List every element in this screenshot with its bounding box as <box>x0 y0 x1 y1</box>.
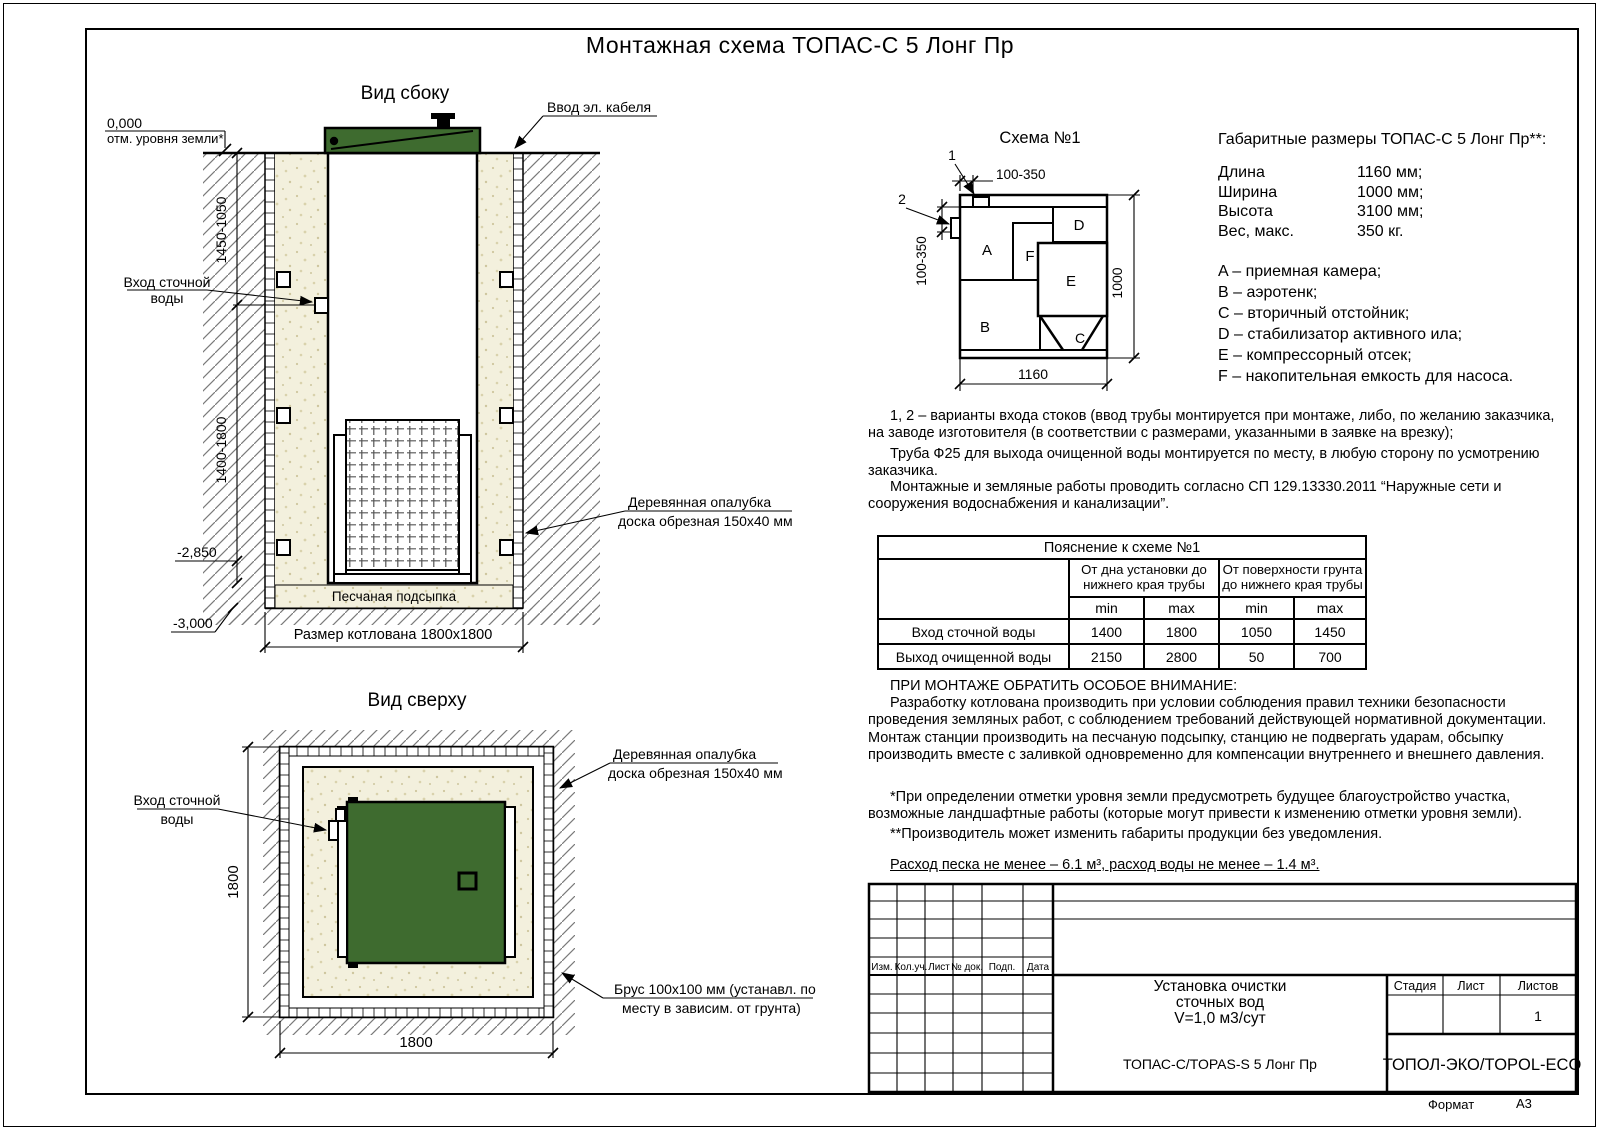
schema-dim-right: 1000 <box>1109 267 1125 299</box>
col-podp: Подп. <box>988 962 1016 973</box>
spec-row <box>1218 163 1558 183</box>
spec-value: 1160 мм; <box>1357 164 1423 181</box>
top-view-drawing <box>120 675 820 1095</box>
sheets-label: Листов <box>1517 979 1559 993</box>
spec-row <box>1218 202 1558 222</box>
doc-title-2: сточных вод <box>1175 994 1265 1011</box>
legend-item: A – приемная камера; <box>1218 263 1382 280</box>
callout-2: 2 <box>898 191 906 207</box>
format-label: Формат <box>1428 1097 1475 1112</box>
table-min-2: min <box>1219 597 1294 619</box>
table-group-2: От поверхности грунта до нижнего края трубы <box>1219 559 1366 597</box>
inlet-label-1: Вход сточной <box>123 274 211 290</box>
row-value: 1450 <box>1294 619 1366 644</box>
stage-label: Стадия <box>1393 979 1437 993</box>
attention-heading: ПРИ МОНТАЖЕ ОБРАТИТЬ ОСОБОЕ ВНИМАНИЕ: <box>890 678 1238 694</box>
compartment-legend <box>1218 261 1568 387</box>
col-list: Лист <box>928 962 950 973</box>
row-value: 1800 <box>1144 619 1219 644</box>
ground-note: отм. уровня земли* <box>107 131 224 146</box>
row-label: Выход очищенной воды <box>878 644 1069 669</box>
compartment-d: D <box>1073 217 1085 234</box>
col-koluch: Кол.уч. <box>894 962 928 973</box>
formwork-left <box>265 153 275 608</box>
dim-upper: 1450-1050 <box>213 196 229 264</box>
footnote-1: *При определении отметки уровня земли предусмотреть будущее благоустройство участка, возможные ландшафтные работы (которые могут привести к изменению отметки уровня земли). <box>868 789 1523 823</box>
spec-row <box>1218 183 1558 203</box>
note-variants-1: 1, 2 – варианты входа стоков (ввод трубы монтируется при монтаже, либо, по желанию заказчика, на заводе изготовителя (в соответствии с размерами, указанными в заявке на врезку); <box>868 408 1555 442</box>
row-value: 700 <box>1294 644 1366 669</box>
inlet-label-1: Вход сточной <box>133 792 221 808</box>
model-name: ТОПАС-С/TOPAS-S 5 Лонг Пр <box>1123 1056 1317 1072</box>
formwork-label-1: Деревянная опалубка <box>613 746 757 762</box>
spec-value: 350 кг. <box>1357 222 1404 240</box>
formwork-label-2: доска обрезная 150х40 мм <box>608 765 783 781</box>
spec-label: Вес, макс. <box>1218 222 1294 240</box>
dim-lower: 1400-1800 <box>213 416 229 484</box>
table-group-1: От дна установки до нижнего края трубы <box>1069 559 1219 597</box>
formwork-label-2: доска обрезная 150х40 мм <box>618 513 793 529</box>
pit-dim-label: Размер котлована 1800х1800 <box>293 627 493 643</box>
format-value: А3 <box>1516 1096 1532 1111</box>
formwork-label-1: Деревянная опалубка <box>628 494 772 510</box>
attention-body: Разработку котлована производить при условии соблюдения правил техники безопасности проведения земляных работ, с соблюдением требований действующей нормативной документации. Монтаж станции производить на песчаную подсыпку, станцию не подвергать ударам, обсыпку производить вместе с заливкой одновременно для компенсации внутреннего и внешнего давления. <box>868 695 1547 763</box>
beam-label-2: месту в зависим. от грунта) <box>622 1000 801 1016</box>
legend-item: C – вторичный отстойник; <box>1218 305 1410 322</box>
schema-dim-left: 100-350 <box>914 236 929 286</box>
sand-left <box>275 153 328 585</box>
inlet-variant-2 <box>951 218 960 238</box>
inlet-port-plan <box>329 821 338 840</box>
dim-horizontal: 1800 <box>399 1034 433 1051</box>
row-value: 2800 <box>1144 644 1219 669</box>
spec-row <box>1218 222 1558 242</box>
row-value: 2150 <box>1069 644 1144 669</box>
col-izm: Изм. <box>871 962 893 973</box>
table-title: Пояснение к схеме №1 <box>878 536 1366 559</box>
sand-right <box>477 153 513 585</box>
note-works: Монтажные и земляные работы проводить согласно СП 129.13330.2011 “Наружные сети и сооружения водоснабжения и канализации”. <box>868 479 1502 513</box>
table-corner-cell <box>878 559 1069 619</box>
sheet-label: Лист <box>1457 979 1485 993</box>
col-data: Дата <box>1026 962 1050 973</box>
compartment-e: E <box>1065 273 1077 290</box>
sand-label: Песчаная подсыпка <box>331 589 457 604</box>
table-min-1: min <box>1069 597 1144 619</box>
row-value: 50 <box>1219 644 1294 669</box>
row-value: 1400 <box>1069 619 1144 644</box>
legend-item: D – стабилизатор активного ила; <box>1218 326 1463 343</box>
top-view-title: Вид сверху <box>367 690 467 711</box>
dim-vertical: 1800 <box>225 865 242 899</box>
schema-body <box>951 195 1107 358</box>
table-row <box>878 644 1366 669</box>
legend-item: E – компрессорный отсек; <box>1218 347 1412 364</box>
table-row <box>878 619 1366 644</box>
footnote-2: **Производитель может изменить габариты продукции без уведомления. <box>890 826 1383 842</box>
compartment-a: A <box>981 242 993 259</box>
spec-label: Ширина <box>1218 183 1278 201</box>
mark-2850: -2,850 <box>177 544 217 560</box>
mark-3000: -3,000 <box>173 615 213 631</box>
inlet-variant-1 <box>973 197 989 207</box>
spec-value: 1000 мм; <box>1357 183 1424 201</box>
doc-title-1: Установка очистки <box>1153 978 1287 995</box>
title-block <box>868 883 1580 1095</box>
legend-item: B – аэротенк; <box>1218 284 1318 301</box>
schema-title: Схема №1 <box>999 129 1081 147</box>
compartment-b: B <box>979 319 991 336</box>
schema-dim-top: 100-350 <box>996 167 1046 182</box>
formwork-right <box>513 153 523 608</box>
inlet-port <box>315 298 328 313</box>
spec-value: 3100 мм; <box>1357 203 1424 220</box>
zero-mark: 0,000 <box>107 115 143 131</box>
doc-title-3: V=1,0 м3/сут <box>1174 1010 1266 1027</box>
consumption-note: Расход песка не менее – 6.1 м³, расход воды не менее – 1.4 м³. <box>890 857 1320 873</box>
spec-label: Высота <box>1218 203 1273 220</box>
tank-section <box>315 153 477 583</box>
specs-heading: Габаритные размеры ТОПАС-С 5 Лонг Пр**: <box>1218 131 1547 148</box>
compartment-f: F <box>1025 248 1035 265</box>
inlet-label-2: воды <box>150 290 184 306</box>
tank-grid <box>346 420 459 570</box>
beam-label-1: Брус 100х100 мм (устанавл. по <box>614 981 816 997</box>
col-ndok: № док. <box>950 962 984 973</box>
table-max-1: max <box>1144 597 1219 619</box>
schema-dim-bottom: 1160 <box>1017 366 1049 382</box>
note-variants-2: Труба Ф25 для выхода очищенной воды монтируется по месту, в любую сторону по усмотрению заказчика. <box>868 446 1540 480</box>
schema-1-drawing <box>860 115 1190 405</box>
callout-1: 1 <box>948 147 956 163</box>
row-value: 1050 <box>1219 619 1294 644</box>
side-view-title: Вид сбоку <box>360 83 450 104</box>
specs-dims <box>1218 163 1558 241</box>
spec-label: Длина <box>1218 164 1265 181</box>
cable-label: Ввод эл. кабеля <box>547 99 652 115</box>
side-view-drawing <box>85 80 800 680</box>
tank-plan <box>329 797 515 968</box>
page-title: Монтажная схема ТОПАС-С 5 Лонг Пр <box>585 32 1015 58</box>
legend-item: F – накопительная емкость для насоса. <box>1218 368 1514 385</box>
inlet-label-2: воды <box>160 811 194 827</box>
row-label: Вход сточной воды <box>878 619 1069 644</box>
table-max-2: max <box>1294 597 1366 619</box>
company-name: ТОПОЛ-ЭКО/TOPOL-ECO <box>1382 1056 1582 1074</box>
sheets-value: 1 <box>1534 1008 1542 1024</box>
explanation-table <box>877 535 1367 670</box>
compartment-c: C <box>1074 330 1086 346</box>
tank-lid <box>325 113 480 153</box>
